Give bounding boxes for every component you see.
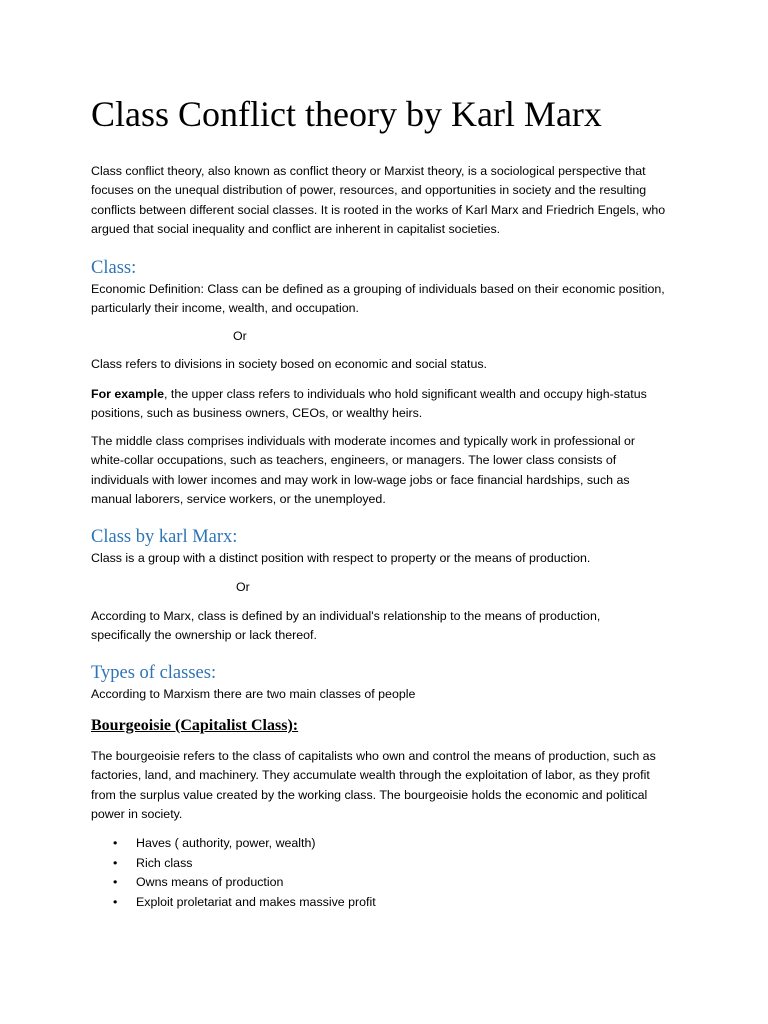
bullet-icon: • xyxy=(113,875,118,889)
list-item xyxy=(113,893,376,913)
page-title: Class Conflict theory by Karl Marx xyxy=(91,94,602,134)
list-item-text: Rich class xyxy=(136,855,193,870)
text-line: Economic Definition: Class can be defined as a grouping of individuals based on their economic position, xyxy=(91,282,665,296)
text-line: The middle class comprises individuals with moderate incomes and typically work in professional or xyxy=(91,434,636,448)
intro-paragraph xyxy=(91,162,691,239)
text-line: individuals with lower incomes and may work in low-wage jobs or face financial hardships, such as xyxy=(91,472,630,487)
bullet-icon: • xyxy=(113,855,118,870)
text-line: particularly their income, wealth, and occupation. xyxy=(91,301,359,316)
example-label: For example xyxy=(91,387,164,401)
heading-types-of-classes: Types of classes: xyxy=(91,663,217,683)
heading-bourgeoisie: Bourgeoisie (Capitalist Class): xyxy=(91,717,299,734)
text-line: conflicts between different social classes. It is rooted in the works of Karl Marx and Friedrich Engels, who xyxy=(91,202,666,217)
class-alt-definition: Class refers to divisions in society bosed on economic and social status. xyxy=(91,357,488,371)
types-intro: According to Marxism there are two main classes of people xyxy=(91,687,416,701)
list-item-text: Haves ( authority, power, wealth) xyxy=(136,836,316,850)
text-line: focuses on the unequal distribution of power, resources, and opportunities in society and the resulting xyxy=(91,183,647,198)
text-line: factories, land, and machinery. They accumulate wealth through the exploitation of labor, as they profit xyxy=(91,768,650,783)
bourgeoisie-paragraph xyxy=(91,747,691,824)
heading-class-by-marx: Class by karl Marx: xyxy=(91,527,238,547)
text-line: argued that social inequality and conflict are inherent in capitalist societies. xyxy=(91,221,501,236)
text-line xyxy=(91,385,691,404)
bullet-icon: • xyxy=(113,836,118,850)
text-line: The bourgeoisie refers to the class of capitalists who own and control the means of production, such as xyxy=(91,749,656,763)
list-item-text: Owns means of production xyxy=(136,875,284,889)
text-line: from the surplus value created by the working class. The bourgeoisie holds the economic and political xyxy=(91,787,648,802)
text-line: Class conflict theory, also known as conflict theory or Marxist theory, is a sociological perspective that xyxy=(91,164,646,178)
list-item xyxy=(113,873,376,893)
list-item-text: Exploit proletariat and makes massive profit xyxy=(136,894,376,909)
or-separator: Or xyxy=(233,329,247,343)
or-separator: Or xyxy=(236,580,250,594)
bourgeoisie-bullet-list xyxy=(113,834,376,912)
class-definition-paragraph xyxy=(91,280,691,319)
text-line: positions, such as business owners, CEOs, or wealthy heirs. xyxy=(91,406,423,421)
example-paragraph xyxy=(91,385,691,424)
example-text: , the upper class refers to individuals who hold significant wealth and occupy high-status xyxy=(164,387,647,401)
bullet-icon: • xyxy=(113,894,118,909)
text-line: According to Marx, class is defined by an individual's relationship to the means of production, xyxy=(91,609,601,623)
marx-definition: Class is a group with a distinct position with respect to property or the means of production. xyxy=(91,551,591,565)
middle-class-paragraph xyxy=(91,432,691,509)
text-line: power in society. xyxy=(91,806,183,821)
heading-class: Class: xyxy=(91,258,137,278)
marx-according-paragraph xyxy=(91,607,691,646)
text-line: specifically the ownership or lack thereof. xyxy=(91,628,317,643)
list-item xyxy=(113,854,376,874)
text-line: manual laborers, service workers, or the unemployed. xyxy=(91,491,386,506)
list-item xyxy=(113,834,376,854)
text-line: white-collar occupations, such as teachers, engineers, or managers. The lower class consists of xyxy=(91,453,617,468)
